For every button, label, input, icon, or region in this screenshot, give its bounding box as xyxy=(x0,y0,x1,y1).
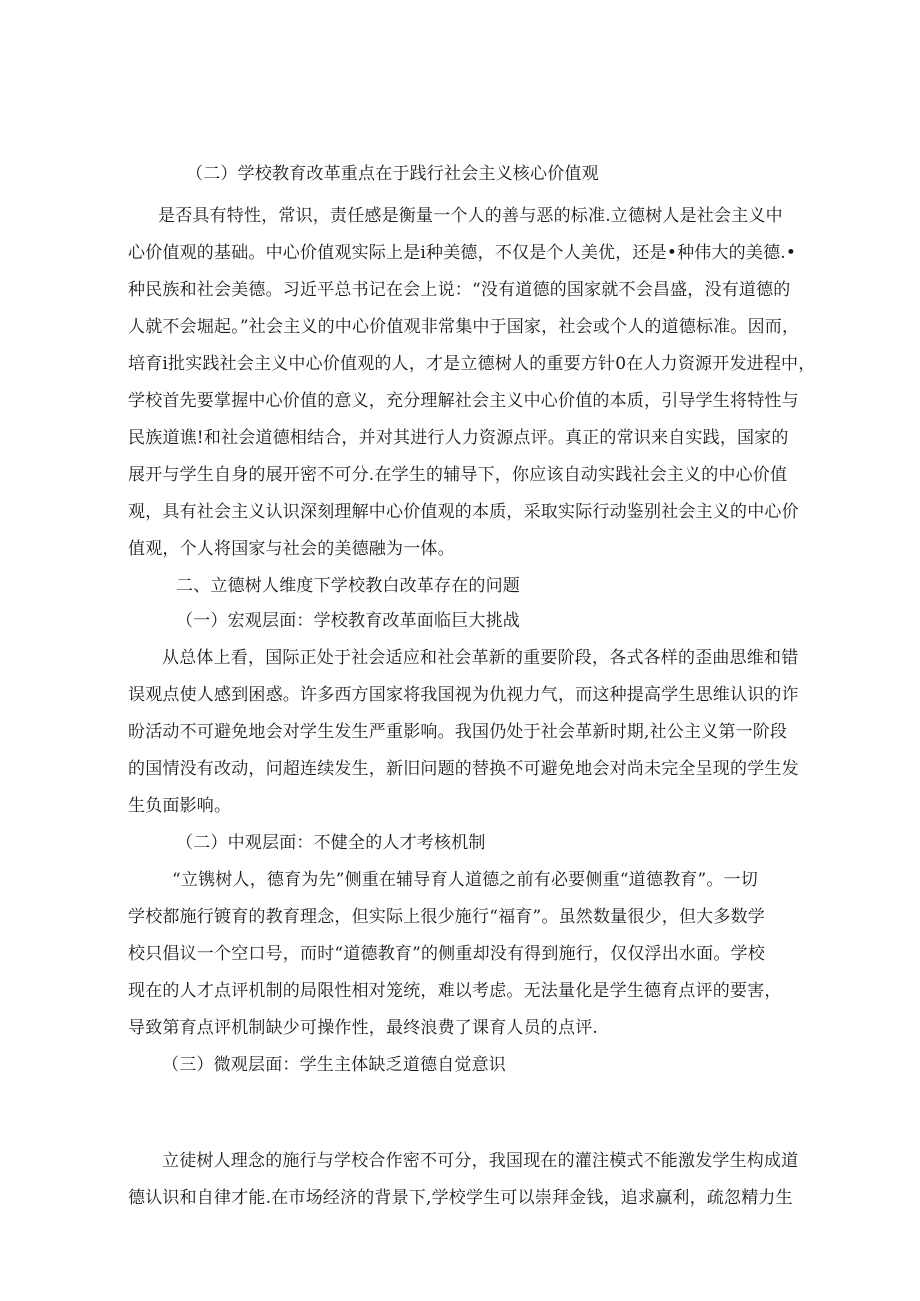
paragraph-line: 是否具有特性，常识，责任感是衡量一个人的善与恶的标准.立德树人是社会主义中 xyxy=(158,206,783,226)
paragraph-line: 德认识和自律才能.在市场经济的背景下,学校学生可以崇拜金钱，追求赢利，疏忽精力生 xyxy=(128,1188,793,1208)
section-heading: （一）宏观层面：学校教育改革面临巨大挑战 xyxy=(176,611,520,631)
paragraph-line: 导致第育点评机制缺少可操作性，最终浪费了课育人员的点评. xyxy=(128,1018,599,1038)
section-heading: （三）微观层面：学生主体缺乏道德自觉意识 xyxy=(162,1055,506,1075)
paragraph-line: 昐活动不可避免地会对学生发生严重影响。我国仍处于社会革新时期,社公主义第一阶段 xyxy=(128,722,788,742)
paragraph-line: 种民族和社会美德。习近平总书记在会上说：“没有道德的国家就不会昌盛，没有道德的 xyxy=(128,280,791,300)
paragraph-line: 的国情没有改动，问超连续发生，新旧问题的替换不可避免地会对尚未完全呈现的学生发 xyxy=(128,759,799,779)
paragraph-line: “立镌树人，德育为先”侧重在辅导育人道德之前有必要侧重“道德教育”。一切 xyxy=(172,870,758,890)
paragraph-line: 校只倡议一个空口号，而时“道德教育”的侧重却没有得到施行，仅仅浮出水面。学校 xyxy=(128,944,765,964)
paragraph-line: 观，具有社会主义认识深刻理解中心价值观的本质，采取实际行动鉴别社会主义的中心价 xyxy=(128,502,799,522)
paragraph-line: 学校首先要掌握中心价值的意义，充分理解社会主义中心价值的本质，引导学生将特性与 xyxy=(128,391,799,411)
paragraph-line: 人就不会堀起。”社会主义的中心价值观非常集中于国家，社会或个人的道德标准。因而， xyxy=(128,317,800,337)
section-heading: （二）学校教育改革重点在于践行社会主义核心价值观 xyxy=(186,164,599,184)
paragraph-line: 心价值观的基础。中心价值观实际上是i种美德，不仅是个人美优，还是•种伟大的美德.• xyxy=(128,243,797,263)
paragraph-line: 从总体上看，国际正处于社会适应和社会革新的重要阶段，各式各样的歪曲思维和错 xyxy=(162,648,799,668)
paragraph-line: 值观，个人将国家与社会的美德融为一体。 xyxy=(128,539,455,559)
paragraph-line: 误观点使人感到困惑。许多西方国家将我国视为仇视力气，而这种提高学生思维认识的诈 xyxy=(128,685,799,705)
paragraph-line: 立徒树人理念的施行与学校合作密不可分，我国现在的灌注模式不能激发学生构成道 xyxy=(162,1151,799,1171)
paragraph-line: 培育i批实践社会主义中心价值观的人，才是立德树人的重要方针0在人力资源开发进程中， xyxy=(128,354,816,374)
paragraph-line: 生负面影响。 xyxy=(128,796,232,816)
section-heading: 二、立德树人维度下学校教白改革存在的问题 xyxy=(176,576,520,596)
paragraph-line: 民族道谯!和社会道德相结合，并对其进行人力资源点评。真正的常识来自实践，国家的 xyxy=(128,428,789,448)
section-heading: （二）中观层面：不健全的人才考核机制 xyxy=(176,833,486,853)
paragraph-line: 学校都施行镀育的教育理念，但实际上很少施行“福育”。虽然数量很少，但大多数学 xyxy=(128,907,765,927)
paragraph-line: 展开与学生自身的展开密不可分.在学生的辅导下，你应该自动实践社会主义的中心价值 xyxy=(128,465,788,485)
paragraph-line: 现在的人才点评机制的局限性相对笼统，难以考虑。无法量化是学生德育点评的要害， xyxy=(128,981,782,1001)
